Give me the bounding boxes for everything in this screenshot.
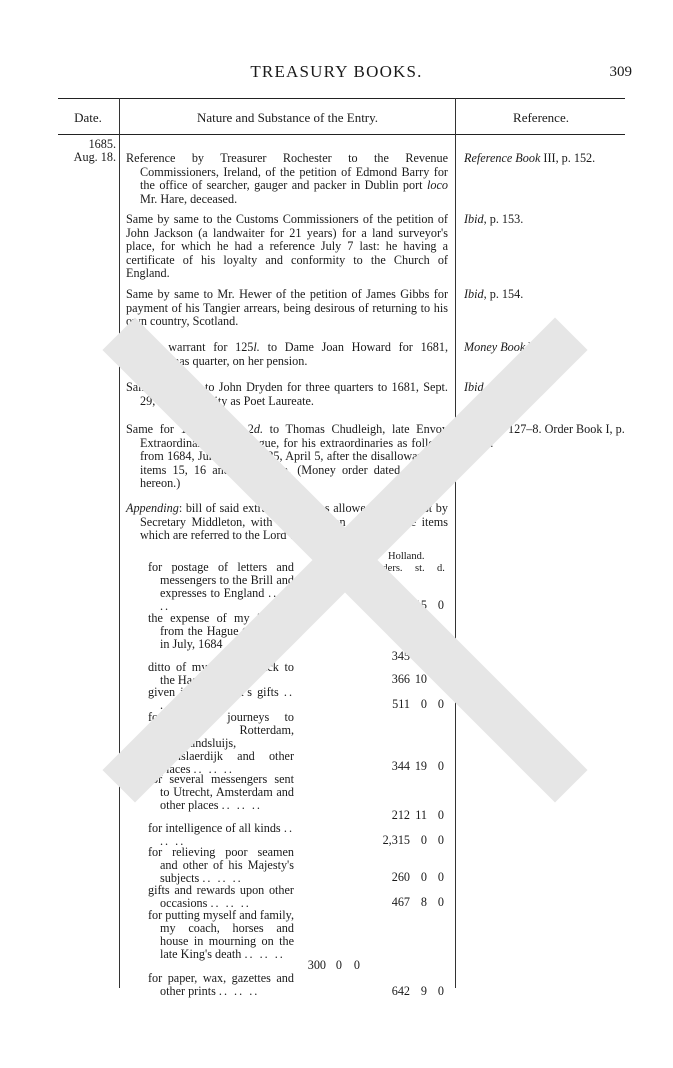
- bill-item-7-st: 0: [420, 833, 427, 847]
- col-l: l.: [314, 562, 321, 576]
- dot-leader: .. .. ..: [202, 871, 243, 885]
- bill-item-8-text: for relieving poor seamen and other of his Majesty's subjects: [148, 845, 294, 885]
- col-s: s.: [336, 562, 344, 576]
- reference-4-page: VI, p. 127.: [525, 340, 581, 354]
- bill-item-1-st: 15: [414, 598, 427, 612]
- date-year: 1685.: [88, 137, 116, 151]
- entry-4: Money warrant for 125l. to Dame Joan Howard for 1681, Christmas quarter, on her pension.: [126, 340, 448, 368]
- header-rule-bottom: [58, 134, 625, 135]
- bill-item-1-gilders: 1,603: [382, 598, 410, 612]
- bill-item-5-gilders: 344: [391, 759, 410, 773]
- bill-item-4-d: 0: [437, 697, 444, 711]
- entry-6: Same for 1,262l. 16s. 2d. to Thomas Chudleigh, late Envoy Extraordinary to the Hague, for his extraordinaries as follows from 1684, June 15, to 1685, April 5, after the disallowance of items 15, 16 and 19 therein. (Money order dated Aug. 19 hereon.): [126, 422, 448, 490]
- bill-item-4: [148, 686, 294, 712]
- bill-item-9-text: gifts and rewards upon other occasions: [148, 883, 294, 910]
- reference-2: [464, 213, 636, 227]
- column-header-nature: Nature and Substance of the Entry.: [196, 110, 379, 125]
- bill-item-11-gilders: 642: [391, 984, 410, 998]
- entry-5: Same for 150l. to John Dryden for three quarters to 1681, Sept. 29, on his annuity as Poet Laureate.: [126, 380, 448, 408]
- bill-item-2-gilders: 345: [391, 649, 410, 663]
- bill-item-7-d: 0: [437, 833, 444, 847]
- bill-item-5-text: for several journeys to Leyden, Rotterdam, Maeslandsluijs, Honslaerdijk and other places: [148, 710, 294, 776]
- bill-item-8-st: 0: [420, 870, 427, 884]
- bill-item-1: [148, 561, 294, 613]
- bill-item-1-text: for postage of letters and messengers to the Brill and expresses to England: [148, 560, 294, 600]
- bill-item-6-gilders: 212: [391, 808, 410, 822]
- bill-item-6: [148, 773, 294, 812]
- date-day: Aug. 18.: [73, 150, 116, 164]
- bill-item-10-s: 0: [335, 958, 342, 972]
- reference-3-page: , p. 154.: [483, 287, 524, 301]
- reference-3-book: Ibid: [464, 287, 484, 301]
- reference-5: [464, 381, 636, 395]
- bill-item-2-st: 7: [420, 649, 427, 663]
- col-holland: Holland.: [388, 551, 425, 562]
- reference-3: [464, 288, 636, 302]
- col-gilders: Gilders.: [369, 563, 403, 574]
- reference-4: [464, 341, 636, 355]
- dot-leader: .. .. ..: [218, 984, 260, 998]
- bill-item-1-d: 0: [437, 598, 444, 612]
- dot-leader: .. .. ..: [193, 762, 234, 776]
- bill-item-2-text: the expense of my journey from the Hague to London in July, 1684: [148, 611, 294, 651]
- column-divider-right: [455, 98, 456, 988]
- bill-item-5: [148, 711, 294, 776]
- bill-item-6-d: 0: [437, 808, 444, 822]
- dot-leader: .. .. ..: [212, 673, 254, 687]
- col-d2: d.: [437, 563, 445, 574]
- bill-item-10-d: 0: [353, 958, 360, 972]
- bill-item-4-gilders: 511: [392, 697, 410, 711]
- page-number: 309: [609, 64, 632, 80]
- entry-3: Same by same to Mr. Hewer of the petition of James Gibbs for payment of his Tangier arrears, being desirous of returning to his own country, Scotland.: [126, 287, 448, 328]
- dot-leader: .. .. ..: [221, 798, 262, 812]
- reference-1: [464, 152, 636, 166]
- reference-6-page: , pp. 127–8. Order Book I, p. 45.: [478, 422, 625, 450]
- reference-5-book: Ibid.: [464, 380, 487, 394]
- reference-6-book: Ibid: [464, 422, 484, 436]
- bill-item-9-st: 8: [420, 895, 427, 909]
- entry-2: Same by same to the Customs Commissioners of the petition of John Jackson (a landwaiter for 21 years) for a land surveyor's place, for which he had a reference July 7 last: he having a certificate of his loyalty and conformity to the Church of England.: [126, 212, 448, 280]
- bill-item-4-text: given in New Year's gifts: [148, 685, 279, 699]
- reference-6: [464, 423, 636, 450]
- bill-item-11-st: 9: [420, 984, 427, 998]
- appending-label: Appending: [126, 501, 179, 515]
- column-header-reference: Reference.: [513, 110, 569, 125]
- bill-item-3-st: 10: [414, 672, 427, 686]
- bill-item-8-gilders: 260: [391, 870, 410, 884]
- dot-leader: .. .. ..: [160, 685, 295, 712]
- reference-1-book: Reference Book: [464, 151, 541, 165]
- bill-item-11-text: for paper, wax, gazettes and other prints: [148, 971, 294, 998]
- column-divider-left: [119, 98, 120, 988]
- bill-item-9-d: 0: [437, 895, 444, 909]
- bill-item-9-gilders: 467: [391, 895, 410, 909]
- bill-item-3-text: ditto of my journey back to the Hague: [148, 660, 294, 687]
- bill-item-6-st: 11: [415, 808, 427, 822]
- reference-4-book: Money Book: [464, 340, 526, 354]
- appending-text: : bill of said extraordinaries as allowed July 17 last by Secretary Middleton, with the exception of said three items which are referred to the Lord Treasurer.: [140, 501, 448, 542]
- bill-item-7-text: for intelligence of all kinds: [148, 821, 281, 835]
- reference-2-book: Ibid: [464, 212, 484, 226]
- running-title: TREASURY BOOKS.: [250, 62, 423, 81]
- bill-item-9: [148, 884, 294, 910]
- dot-leader: .. .. ..: [244, 947, 285, 961]
- bill-item-8: [148, 846, 294, 885]
- reference-1-page: III, p. 152.: [540, 151, 596, 165]
- bill-item-3: [148, 661, 294, 687]
- appending-note: [126, 502, 448, 543]
- bill-item-3-d: 0: [437, 672, 444, 686]
- entry-1: Reference by Treasurer Rochester to the Revenue Commissioners, Ireland, of the petition of Edmond Barry for the office of searcher, gauger and packer in Dublin port loco Mr. Hare, deceased.: [126, 151, 448, 206]
- bill-item-5-d: 0: [437, 759, 444, 773]
- dot-leader: .. .. ..: [225, 637, 266, 651]
- bill-item-2-d: 0: [437, 649, 444, 663]
- bill-item-10: [148, 909, 294, 961]
- bill-item-5-st: 19: [414, 759, 427, 773]
- dot-leader: .. .. ..: [160, 821, 294, 848]
- column-header-date: Date.: [74, 110, 102, 125]
- bill-item-6-text: for several messengers sent to Utrecht, Amsterdam and other places: [148, 772, 294, 812]
- bill-item-11: [148, 972, 294, 998]
- bill-item-4-st: 0: [420, 697, 427, 711]
- bill-item-11-d: 0: [437, 984, 444, 998]
- header-rule-top: [58, 98, 625, 99]
- reference-2-page: , p. 153.: [483, 212, 524, 226]
- col-st: st.: [415, 563, 425, 574]
- dot-leader: .. .. ..: [210, 896, 251, 910]
- bill-item-10-l: 300: [307, 958, 326, 972]
- bill-item-3-gilders: 366: [391, 672, 410, 686]
- bill-item-2: [148, 612, 294, 651]
- bill-item-10-text: for putting myself and family, my coach, horses and house in mourning on the late King's death: [148, 908, 294, 961]
- bill-item-8-d: 0: [437, 870, 444, 884]
- dot-leader: .. .. ..: [160, 586, 294, 613]
- bill-item-7-gilders: 2,315: [382, 833, 410, 847]
- col-d: d.: [355, 562, 365, 576]
